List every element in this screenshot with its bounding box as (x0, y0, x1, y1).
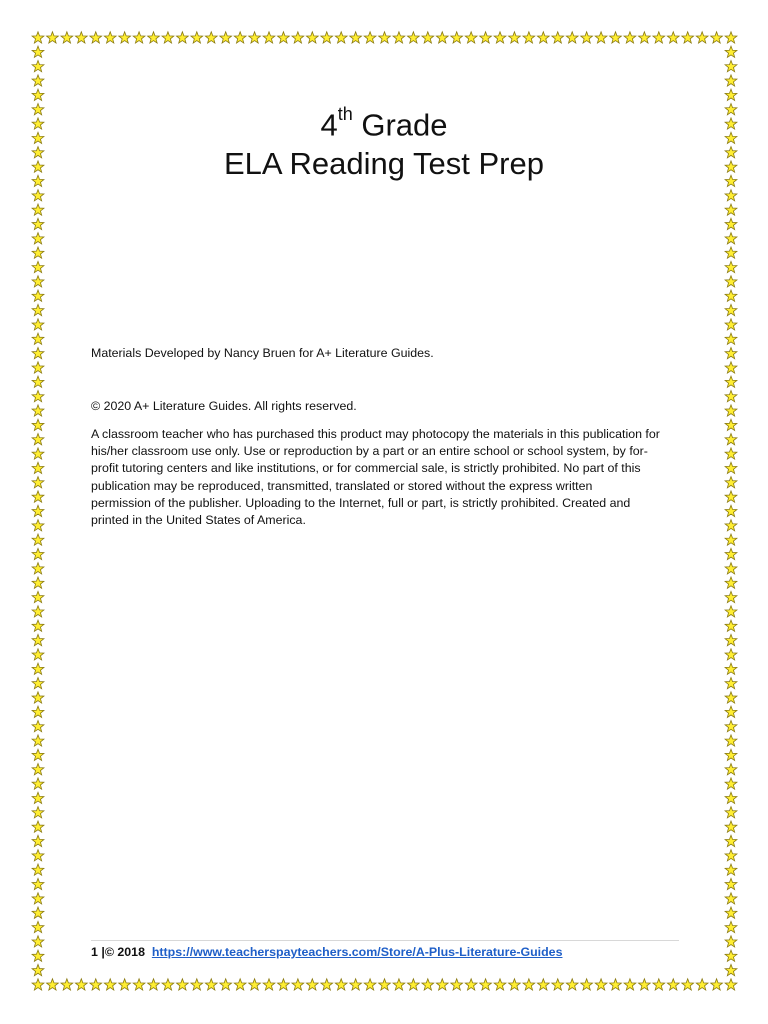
license-line: printed in the United States of America. (91, 513, 306, 528)
footer-divider (91, 940, 679, 941)
grade-word: Grade (361, 107, 448, 143)
grade-superscript: th (337, 104, 353, 124)
store-link[interactable]: https://www.teacherspayteachers.com/Store/A-Plus-Literature-Guides (151, 945, 563, 959)
license-line: permission of the publisher. Uploading to the Internet, full or part, is strictly prohibited. Created and (91, 495, 631, 510)
page-footer (91, 944, 562, 960)
copyright-line: © 2020 A+ Literature Guides. All rights reserved. (91, 399, 357, 413)
credit-line: Materials Developed by Nancy Bruen for A+ Literature Guides. (91, 346, 434, 360)
license-line: publication may be reproduced, transmitted, translated or stored without the express written (91, 478, 593, 493)
license-paragraph (91, 426, 689, 529)
title-grade (0, 98, 768, 145)
grade-number: 4 (320, 107, 338, 143)
footer-separator: | (101, 945, 105, 959)
footer-copyright: © 2018 (104, 945, 145, 959)
license-line: A classroom teacher who has purchased this product may photocopy the materials in this publication for (91, 427, 660, 441)
license-line: his/her classroom use only. Use or reproduction by a part or an entire school or school system, by for- (91, 444, 648, 459)
page-number: 1 (91, 945, 98, 959)
license-line: profit tutoring centers and like institutions, or for commercial sale, is strictly prohibited. No part of this (91, 461, 641, 476)
title-subtitle: ELA Reading Test Prep (224, 146, 544, 181)
